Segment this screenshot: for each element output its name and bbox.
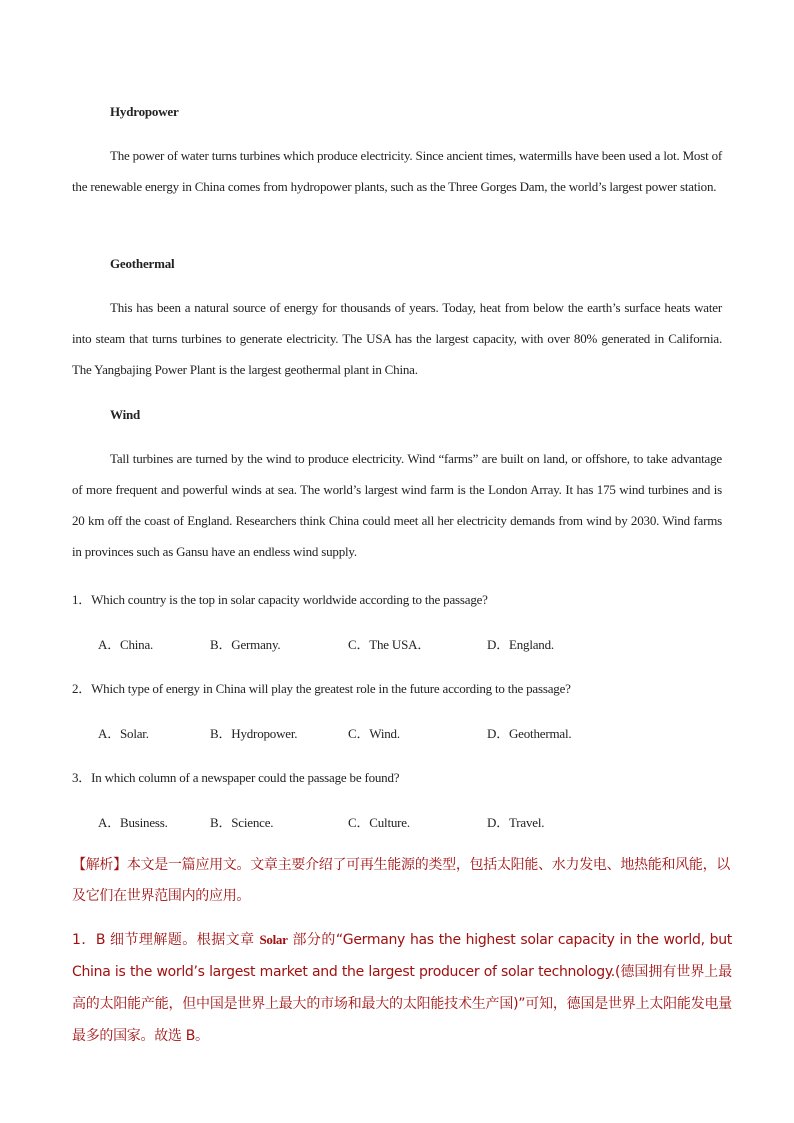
- question-2: 2．Which type of energy in China will play the greatest role in the future according to the passage?: [72, 681, 571, 696]
- option-a: A．China.: [98, 637, 154, 652]
- option-d: D．Geothermal.: [487, 726, 572, 741]
- option-b: B．Hydropower.: [210, 726, 298, 741]
- answer-keyword: Solar: [259, 932, 288, 947]
- answer-chinese-quote: 德国拥有世界上最高的太阳能产能，但中国是世界上最大的市场和最大的太阳能技术生产国: [72, 964, 732, 1012]
- option-a: A．Solar.: [98, 726, 149, 741]
- section-paragraph-geothermal: This has been a natural source of energy for thousands of years. Today, heat from below the earth’s surface heats water into steam that turns turbines to generate electricity. The USA has the largest capacity, with over 80% generated in California. The Yangbajing Power Plant is the largest geothermal plant in China.: [72, 300, 722, 377]
- answer-prefix: 1．B 细节理解题。根据文章: [72, 932, 260, 948]
- option-d: D．England.: [487, 637, 554, 652]
- option-b: B．Germany.: [210, 637, 281, 652]
- section-paragraph-hydropower: The power of water turns turbines which produce electricity. Since ancient times, watermills have been used a lot. Most of the renewable energy in China comes from hydropower plants, such as the Three Gorges Dam, the world’s largest power station.: [72, 148, 722, 194]
- option-c: C．The USA．: [348, 637, 431, 652]
- analysis-text: 【解析】本文是一篇应用文。文章主要介绍了可再生能源的类型，包括太阳能、水力发电、地热能和风能，以及它们在世界范围内的应用。: [72, 857, 730, 904]
- option-a: A．Business.: [98, 815, 168, 830]
- option-b: B．Science.: [210, 815, 274, 830]
- section-heading-geothermal: Geothermal: [110, 256, 175, 271]
- section-paragraph-wind: Tall turbines are turned by the wind to produce electricity. Wind “farms” are built on land, or offshore, to take advantage of more frequent and powerful winds at sea. The world’s largest wind farm is the London Array. It has 175 wind turbines and is 20 km off the coast of England. Researchers think China could meet all her electricity demands from wind by 2030. Wind farms in provinces such as Gansu have an endless wind supply.: [72, 451, 722, 559]
- question-3: 3．In which column of a newspaper could the passage be found?: [72, 770, 400, 785]
- answer-explanation-1: [72, 924, 732, 1052]
- option-c: C．Culture.: [348, 815, 410, 830]
- option-c: C．Wind.: [348, 726, 400, 741]
- section-heading-wind: Wind: [110, 407, 141, 422]
- answer-middle: 部分的“Germany has the highest solar capacity in the world, but China is the world’s largest market and the largest producer of solar technology.(: [72, 932, 732, 980]
- option-d: D．Travel.: [487, 815, 545, 830]
- answer-suffix: )”可知，德国是世界上太阳能发电量最多的国家。故选 B。: [72, 996, 732, 1044]
- section-heading-hydropower: Hydropower: [110, 104, 179, 119]
- question-1: 1．Which country is the top in solar capacity worldwide according to the passage?: [72, 592, 488, 607]
